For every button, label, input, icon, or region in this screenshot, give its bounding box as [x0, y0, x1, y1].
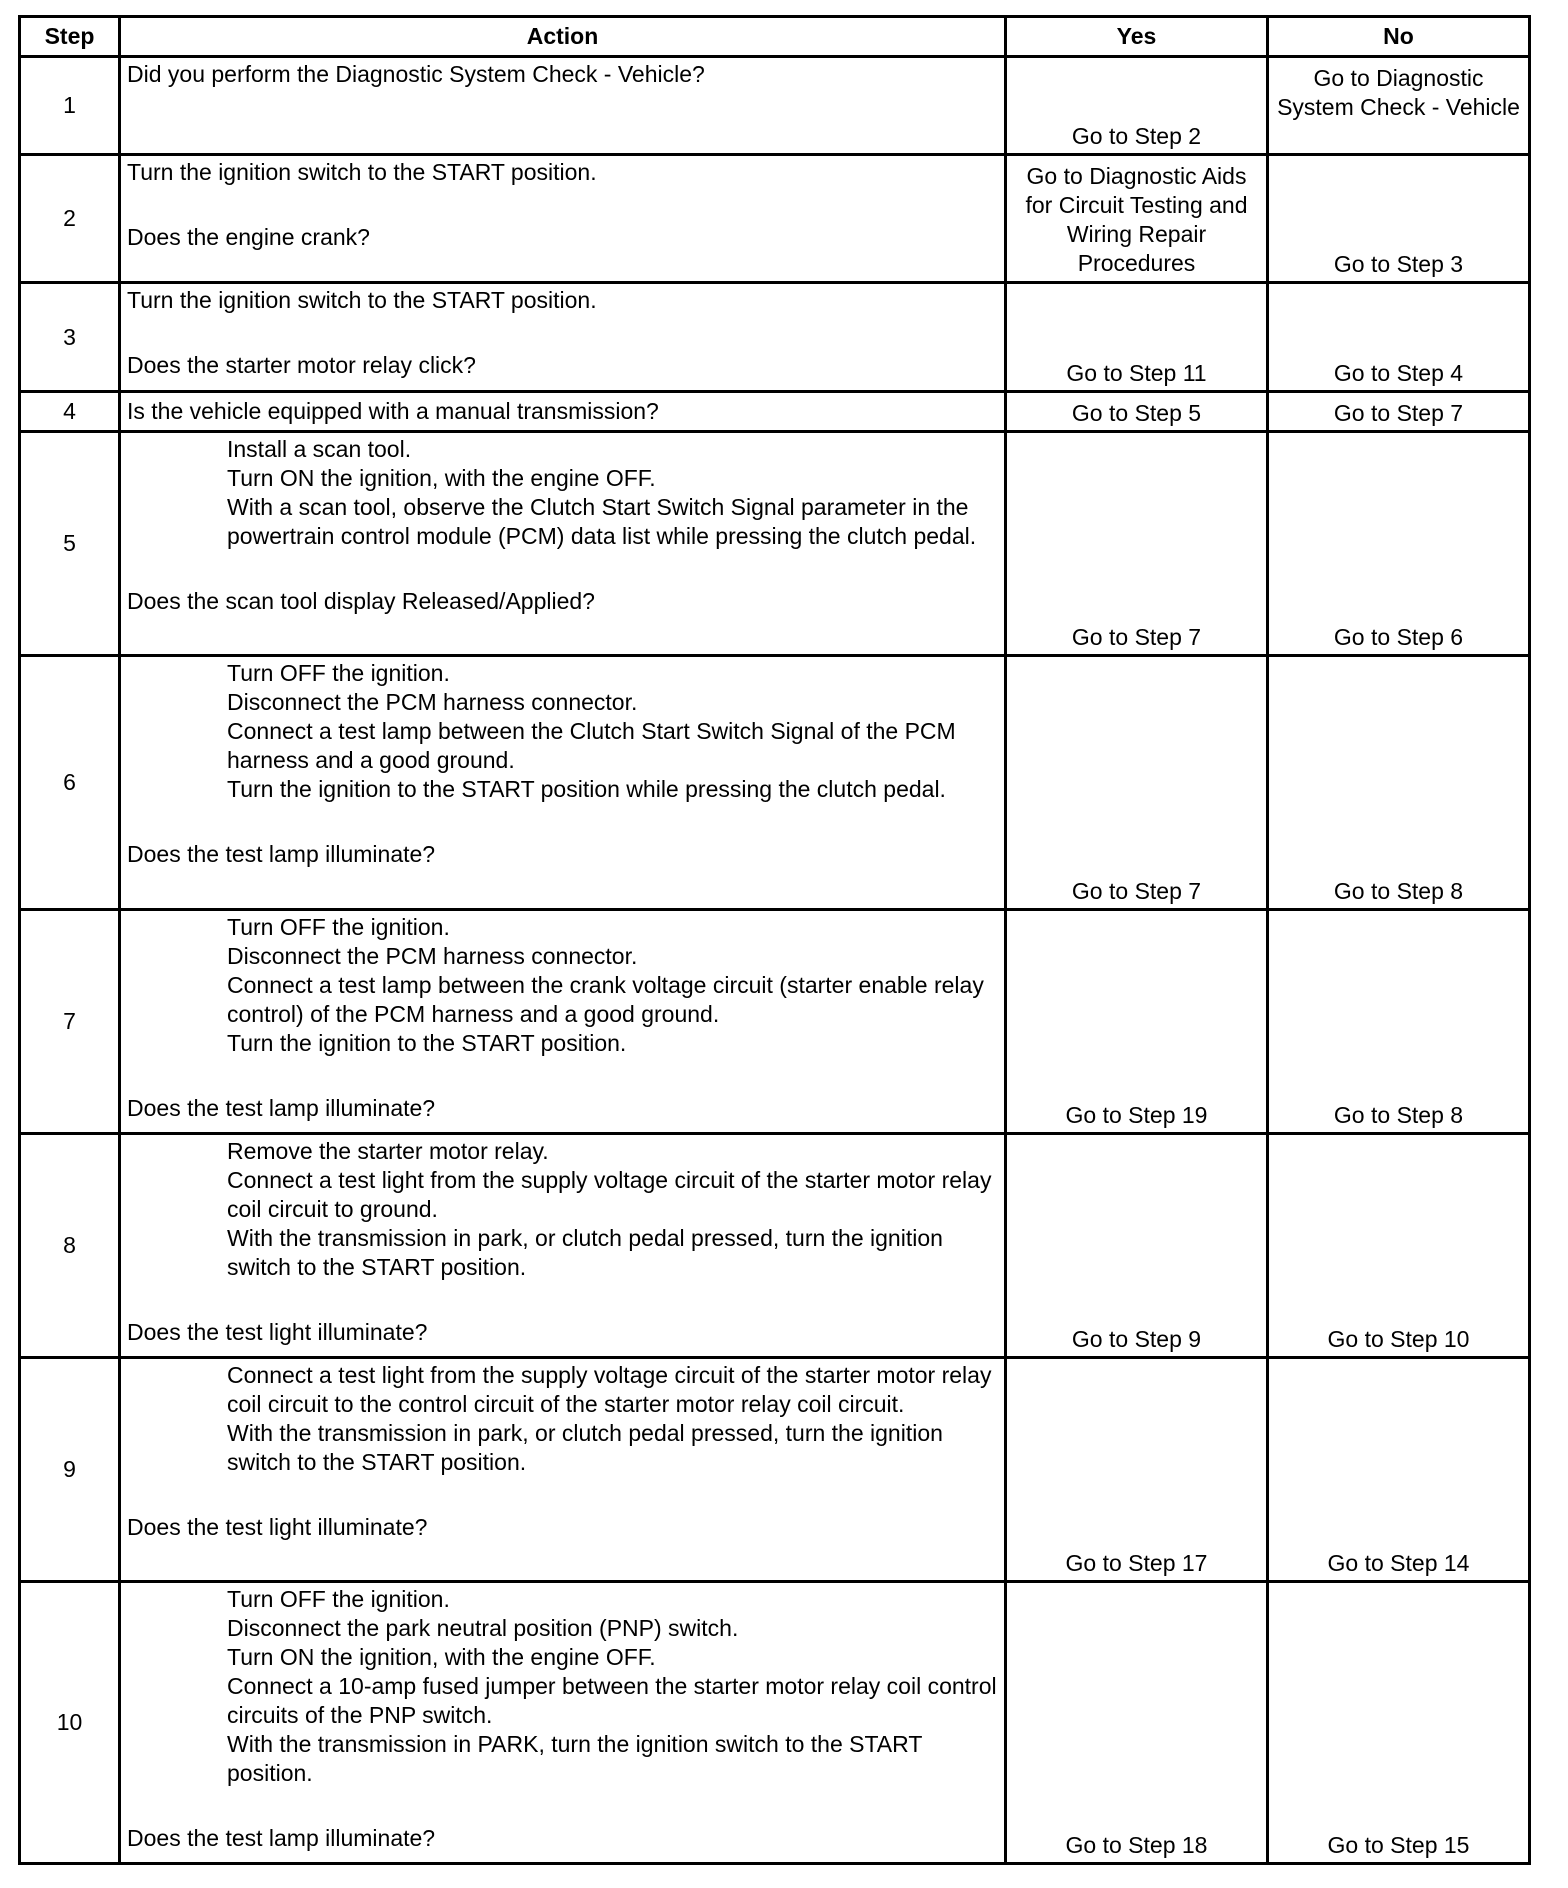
table-row — [20, 656, 1530, 910]
action-cell — [120, 910, 1006, 1134]
instruction-list — [227, 435, 998, 551]
instruction-list — [227, 1361, 998, 1477]
no-link[interactable]: Go to Step 6 — [1268, 432, 1530, 656]
question-text: Does the engine crank? — [127, 224, 370, 250]
instruction-item: Turn ON the ignition, with the engine OFF. — [227, 465, 656, 491]
instruction-text: Turn the ignition switch to the START position. — [127, 287, 597, 313]
yes-link[interactable]: Go to Step 5 — [1006, 392, 1268, 432]
no-link[interactable]: Go to Step 14 — [1268, 1358, 1530, 1582]
question-text: Does the test lamp illuminate? — [127, 1095, 436, 1121]
instruction-list — [227, 913, 998, 1058]
question-text: Does the scan tool display Released/Applied? — [127, 588, 595, 614]
yes-link[interactable]: Go to Step 18 — [1006, 1582, 1268, 1864]
no-link[interactable]: Go to Step 10 — [1268, 1134, 1530, 1358]
diagnostic-table — [18, 15, 1531, 1865]
instruction-item: Install a scan tool. — [227, 436, 412, 462]
instruction-text: Turn the ignition switch to the START position. — [127, 159, 597, 185]
instruction-item: Turn OFF the ignition. — [227, 914, 450, 940]
table-row — [20, 392, 1530, 432]
no-link[interactable]: Go to Step 8 — [1268, 910, 1530, 1134]
action-cell — [120, 1134, 1006, 1358]
instruction-item: Disconnect the PCM harness connector. — [227, 943, 638, 969]
instruction-item: With the transmission in park, or clutch pedal pressed, turn the ignition switch to the START position. — [227, 1225, 943, 1280]
instruction-item: Connect a test light from the supply voltage circuit of the starter motor relay coil circuit to the control circuit of the starter motor relay coil circuit. — [227, 1362, 992, 1417]
header-action: Action — [120, 17, 1006, 57]
instruction-item: Connect a 10-amp fused jumper between the starter motor relay coil control circuits of the PNP switch. — [227, 1673, 997, 1728]
yes-link[interactable]: Go to Diagnostic Aids for Circuit Testing and Wiring Repair Procedures — [1006, 155, 1268, 283]
action-cell — [120, 1582, 1006, 1864]
question-text: Does the test light illuminate? — [127, 1319, 428, 1345]
header-yes: Yes — [1006, 17, 1268, 57]
step-number: 9 — [20, 1358, 120, 1582]
question-text: Does the test lamp illuminate? — [127, 841, 436, 867]
yes-link[interactable]: Go to Step 19 — [1006, 910, 1268, 1134]
action-cell — [120, 392, 1006, 432]
table-row — [20, 155, 1530, 283]
no-link[interactable]: Go to Step 15 — [1268, 1582, 1530, 1864]
yes-link[interactable]: Go to Step 11 — [1006, 283, 1268, 392]
question-text: Does the test lamp illuminate? — [127, 1825, 436, 1851]
yes-link[interactable]: Go to Step 9 — [1006, 1134, 1268, 1358]
step-number: 6 — [20, 656, 120, 910]
step-number: 2 — [20, 155, 120, 283]
table-row — [20, 910, 1530, 1134]
action-cell — [120, 57, 1006, 155]
instruction-item: With the transmission in park, or clutch pedal pressed, turn the ignition switch to the START position. — [227, 1420, 943, 1475]
instruction-item: Connect a test lamp between the Clutch Start Switch Signal of the PCM harness and a good ground. — [227, 718, 956, 773]
header-no: No — [1268, 17, 1530, 57]
yes-link[interactable]: Go to Step 17 — [1006, 1358, 1268, 1582]
instruction-item: With a scan tool, observe the Clutch Start Switch Signal parameter in the powertrain control module (PCM) data list while pressing the clutch pedal. — [227, 494, 977, 549]
step-number: 4 — [20, 392, 120, 432]
table-row — [20, 432, 1530, 656]
header-row — [20, 17, 1530, 57]
no-link[interactable]: Go to Step 4 — [1268, 283, 1530, 392]
instruction-item: Turn ON the ignition, with the engine OFF. — [227, 1644, 656, 1670]
step-number: 10 — [20, 1582, 120, 1864]
step-number: 8 — [20, 1134, 120, 1358]
table-row — [20, 57, 1530, 155]
instruction-item: Turn OFF the ignition. — [227, 660, 450, 686]
no-link[interactable]: Go to Step 3 — [1268, 155, 1530, 283]
yes-link[interactable]: Go to Step 7 — [1006, 432, 1268, 656]
step-number: 7 — [20, 910, 120, 1134]
instruction-item: Disconnect the PCM harness connector. — [227, 689, 638, 715]
step-number: 1 — [20, 57, 120, 155]
instruction-item: Remove the starter motor relay. — [227, 1138, 549, 1164]
no-link[interactable]: Go to Diagnostic System Check - Vehicle — [1268, 57, 1530, 155]
step-number: 3 — [20, 283, 120, 392]
action-cell — [120, 155, 1006, 283]
instruction-list — [227, 659, 998, 804]
instruction-item: Turn the ignition to the START position. — [227, 1030, 627, 1056]
instruction-list — [227, 1585, 998, 1788]
no-link[interactable]: Go to Step 7 — [1268, 392, 1530, 432]
instruction-item: Connect a test lamp between the crank voltage circuit (starter enable relay control) of the PCM harness and a good ground. — [227, 972, 984, 1027]
instruction-item: Disconnect the park neutral position (PNP) switch. — [227, 1615, 739, 1641]
table-row — [20, 1358, 1530, 1582]
table-row — [20, 283, 1530, 392]
header-step: Step — [20, 17, 120, 57]
yes-link[interactable]: Go to Step 7 — [1006, 656, 1268, 910]
action-cell — [120, 432, 1006, 656]
action-cell — [120, 1358, 1006, 1582]
instruction-item: Turn the ignition to the START position while pressing the clutch pedal. — [227, 776, 946, 802]
question-text: Does the test light illuminate? — [127, 1514, 428, 1540]
action-cell — [120, 656, 1006, 910]
no-link[interactable]: Go to Step 8 — [1268, 656, 1530, 910]
yes-link[interactable]: Go to Step 2 — [1006, 57, 1268, 155]
action-cell — [120, 283, 1006, 392]
question-text: Did you perform the Diagnostic System Check - Vehicle? — [127, 61, 705, 87]
instruction-item: With the transmission in PARK, turn the ignition switch to the START position. — [227, 1731, 922, 1786]
step-number: 5 — [20, 432, 120, 656]
instruction-item: Turn OFF the ignition. — [227, 1586, 450, 1612]
table-row — [20, 1582, 1530, 1864]
instruction-item: Connect a test light from the supply voltage circuit of the starter motor relay coil circuit to ground. — [227, 1167, 992, 1222]
question-text: Is the vehicle equipped with a manual transmission? — [127, 398, 659, 424]
question-text: Does the starter motor relay click? — [127, 352, 476, 378]
instruction-list — [227, 1137, 998, 1282]
table-row — [20, 1134, 1530, 1358]
